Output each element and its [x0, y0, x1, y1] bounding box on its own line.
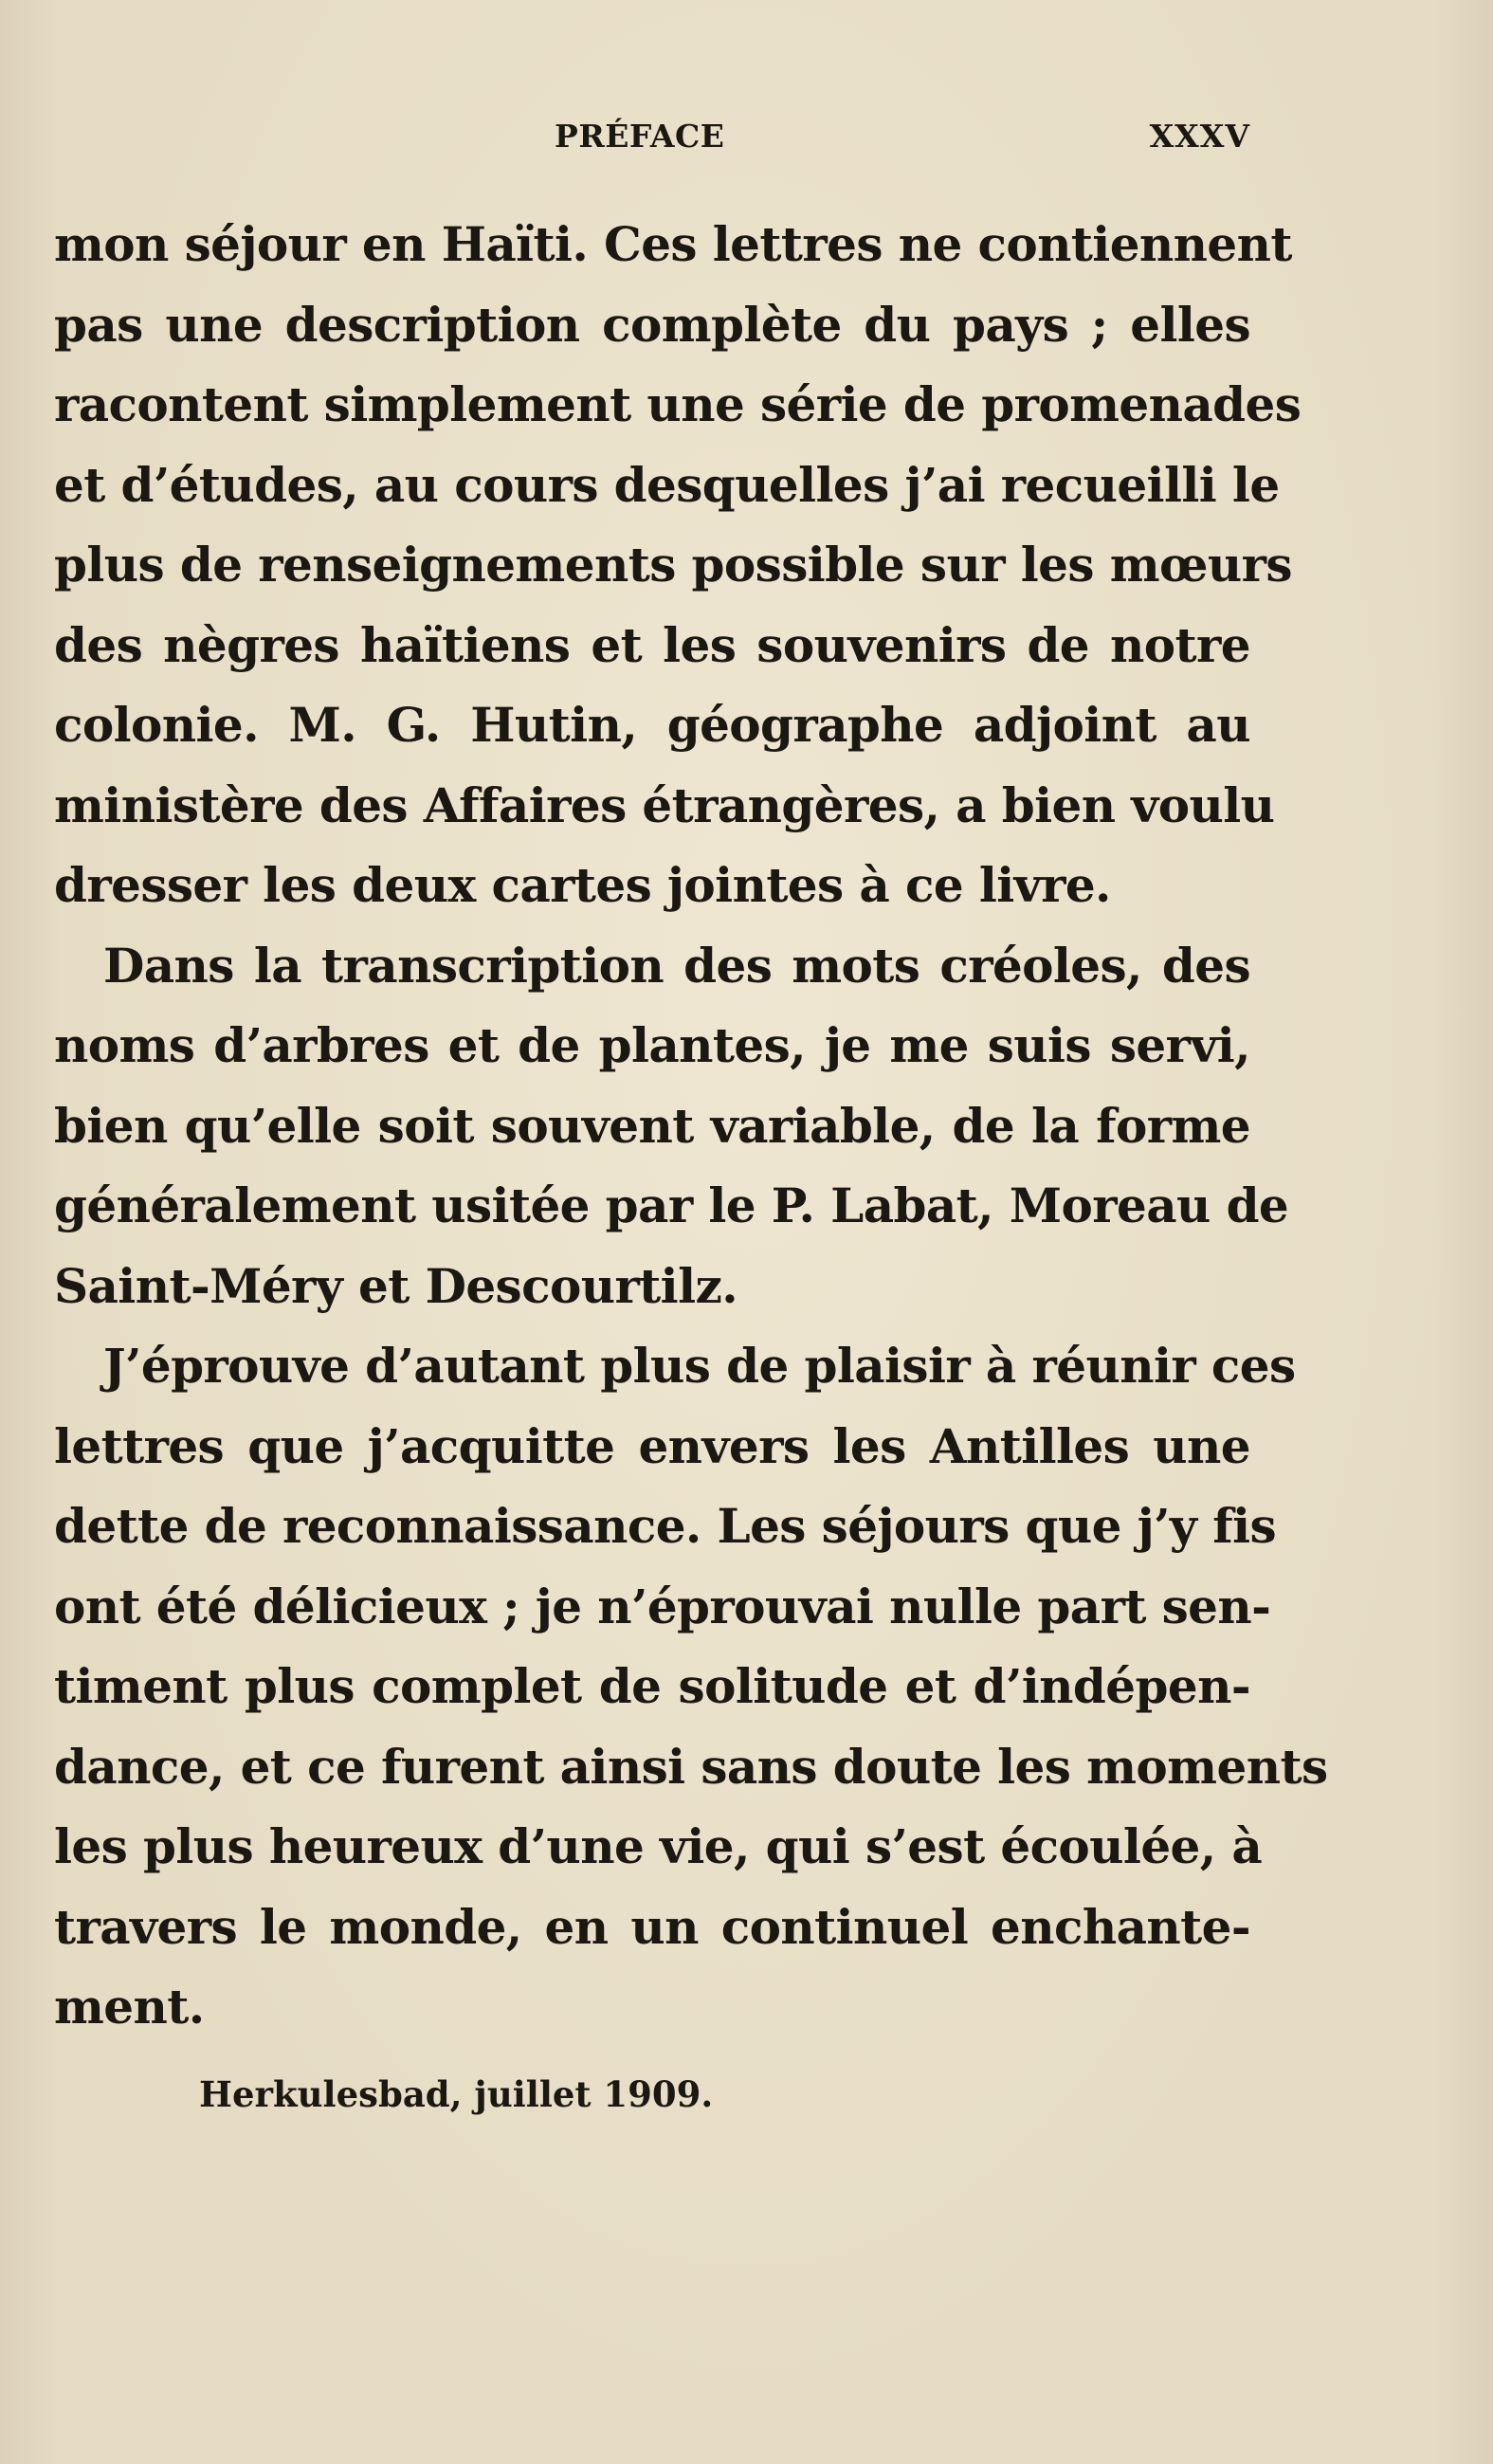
text-line: ment. — [54, 1979, 205, 2035]
text-line: travers le monde, en un continuel enchante- — [54, 1898, 1250, 1955]
text-line: timent plus complet de solitude et d’indépen- — [54, 1658, 1250, 1714]
text-line: des nègres haïtiens et les souvenirs de notre — [54, 616, 1250, 673]
page-number: XXXV — [1149, 118, 1250, 155]
text-line: les plus heureux d’une vie, qui s’est écoulée, à — [54, 1818, 1263, 1874]
text-line: dette de reconnaissance. Les séjours que j’y fis — [54, 1498, 1277, 1554]
text-line: pas une description complète du pays ; elles — [54, 296, 1250, 353]
text-line: Dans la transcription des mots créoles, des — [103, 937, 1250, 994]
text-line: colonie. M. G. Hutin, géographe adjoint au — [54, 697, 1250, 753]
text-line: J’éprouve d’autant plus de plaisir à réunir ces — [103, 1338, 1296, 1394]
text-line: dance, et ce furent ainsi sans doute les moments — [54, 1738, 1328, 1795]
text-line: et d’études, au cours desquelles j’ai recueilli le — [54, 456, 1280, 513]
page-header — [54, 112, 1250, 161]
running-title: PRÉFACE — [555, 118, 725, 155]
text-line: ministère des Affaires étrangères, a bien voulu — [54, 776, 1275, 833]
text-line: plus de renseignements possible sur les mœurs — [54, 537, 1292, 593]
text-line: bien qu’elle soit souvent variable, de la forme — [54, 1097, 1250, 1154]
text-line: ont été délicieux ; je n’éprouvai nulle part sen- — [54, 1578, 1271, 1634]
text-line: noms d’arbres et de plantes, je me suis servi, — [54, 1017, 1250, 1073]
text-line: mon séjour en Haïti. Ces lettres ne contiennent — [54, 216, 1292, 272]
text-line: lettres que j’acquitte envers les Antilles une — [54, 1417, 1250, 1474]
signature-place-date: Herkulesbad, juillet 1909. — [199, 2073, 714, 2115]
text-line: racontent simplement une série de promenades — [54, 376, 1302, 432]
text-line: dresser les deux cartes jointes à ce livre. — [54, 857, 1111, 913]
text-line: Saint-Méry et Descourtilz. — [54, 1257, 738, 1314]
preface-body — [54, 205, 1328, 2048]
text-line: généralement usitée par le P. Labat, Moreau de — [54, 1177, 1289, 1233]
